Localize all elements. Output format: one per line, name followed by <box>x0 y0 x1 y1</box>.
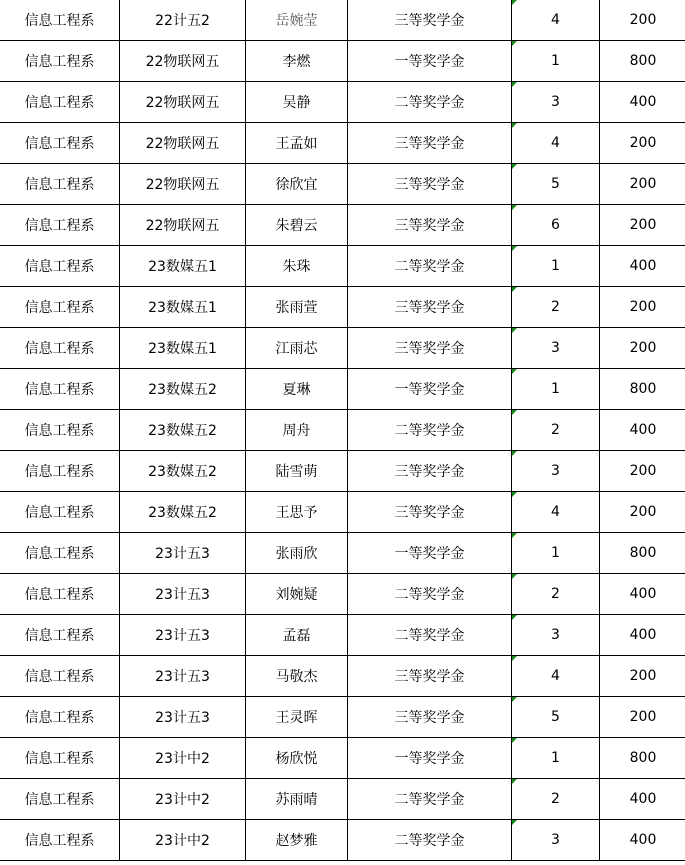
rank-value: 2 <box>551 299 560 315</box>
class-cell[interactable]: 22物联网五 <box>120 123 246 164</box>
class-cell[interactable]: 23计五3 <box>120 615 246 656</box>
rank-value: 4 <box>551 668 560 684</box>
award-cell[interactable]: 三等奖学金 <box>348 287 512 328</box>
rank-cell[interactable] <box>512 369 600 410</box>
number-as-text-marker-icon <box>512 41 517 46</box>
dept-cell[interactable]: 信息工程系 <box>0 41 120 82</box>
dept-cell[interactable]: 信息工程系 <box>0 287 120 328</box>
table-row <box>0 123 685 164</box>
name-cell[interactable]: 孟磊 <box>246 615 348 656</box>
name-cell[interactable]: 陆雪萌 <box>246 451 348 492</box>
number-as-text-marker-icon <box>512 205 517 210</box>
class-cell[interactable]: 23数媒五1 <box>120 246 246 287</box>
award-cell[interactable]: 二等奖学金 <box>348 410 512 451</box>
rank-value: 4 <box>551 12 560 28</box>
amount-cell[interactable]: 200 <box>600 0 685 41</box>
class-cell[interactable]: 22物联网五 <box>120 205 246 246</box>
dept-cell[interactable]: 信息工程系 <box>0 82 120 123</box>
number-as-text-marker-icon <box>512 123 517 128</box>
rank-value: 3 <box>551 832 560 848</box>
dept-cell[interactable]: 信息工程系 <box>0 328 120 369</box>
award-cell[interactable]: 三等奖学金 <box>348 205 512 246</box>
table-row <box>0 164 685 205</box>
class-cell[interactable]: 22物联网五 <box>120 82 246 123</box>
award-cell[interactable]: 三等奖学金 <box>348 697 512 738</box>
number-as-text-marker-icon <box>512 574 517 579</box>
dept-cell[interactable]: 信息工程系 <box>0 656 120 697</box>
amount-cell[interactable]: 200 <box>600 656 685 697</box>
rank-cell[interactable] <box>512 533 600 574</box>
dept-cell[interactable]: 信息工程系 <box>0 451 120 492</box>
table-row <box>0 492 685 533</box>
rank-cell[interactable] <box>512 246 600 287</box>
award-cell[interactable]: 三等奖学金 <box>348 451 512 492</box>
amount-cell[interactable]: 200 <box>600 287 685 328</box>
name-cell[interactable]: 张雨萱 <box>246 287 348 328</box>
rank-value: 3 <box>551 627 560 643</box>
rank-value: 1 <box>551 53 560 69</box>
dept-cell[interactable]: 信息工程系 <box>0 697 120 738</box>
amount-cell[interactable]: 400 <box>600 615 685 656</box>
rank-value: 5 <box>551 709 560 725</box>
rank-cell[interactable] <box>512 779 600 820</box>
rank-value: 3 <box>551 340 560 356</box>
award-cell[interactable]: 二等奖学金 <box>348 779 512 820</box>
table-row <box>0 41 685 82</box>
dept-cell[interactable]: 信息工程系 <box>0 779 120 820</box>
number-as-text-marker-icon <box>512 328 517 333</box>
dept-cell[interactable]: 信息工程系 <box>0 123 120 164</box>
table-row <box>0 0 685 41</box>
name-cell[interactable]: 王孟如 <box>246 123 348 164</box>
dept-cell[interactable]: 信息工程系 <box>0 164 120 205</box>
number-as-text-marker-icon <box>512 779 517 784</box>
award-cell[interactable]: 二等奖学金 <box>348 82 512 123</box>
number-as-text-marker-icon <box>512 615 517 620</box>
name-cell[interactable]: 朱珠 <box>246 246 348 287</box>
name-cell[interactable]: 江雨芯 <box>246 328 348 369</box>
dept-cell[interactable]: 信息工程系 <box>0 369 120 410</box>
number-as-text-marker-icon <box>512 369 517 374</box>
rank-value: 1 <box>551 381 560 397</box>
award-cell[interactable]: 三等奖学金 <box>348 123 512 164</box>
table-row <box>0 615 685 656</box>
rank-value: 5 <box>551 176 560 192</box>
rank-cell[interactable] <box>512 205 600 246</box>
amount-cell[interactable]: 400 <box>600 779 685 820</box>
name-cell[interactable]: 刘婉疑 <box>246 574 348 615</box>
amount-cell[interactable]: 200 <box>600 697 685 738</box>
amount-cell[interactable]: 800 <box>600 369 685 410</box>
award-cell[interactable]: 一等奖学金 <box>348 369 512 410</box>
number-as-text-marker-icon <box>512 697 517 702</box>
award-cell[interactable]: 二等奖学金 <box>348 246 512 287</box>
class-cell[interactable]: 23数媒五2 <box>120 451 246 492</box>
name-cell[interactable]: 杨欣悦 <box>246 738 348 779</box>
award-cell[interactable]: 一等奖学金 <box>348 41 512 82</box>
rank-value: 1 <box>551 750 560 766</box>
name-cell[interactable]: 李燃 <box>246 41 348 82</box>
name-cell[interactable]: 张雨欣 <box>246 533 348 574</box>
table-row <box>0 738 685 779</box>
dept-cell[interactable]: 信息工程系 <box>0 492 120 533</box>
table-row <box>0 410 685 451</box>
table-row <box>0 328 685 369</box>
rank-cell[interactable] <box>512 0 600 41</box>
rank-cell[interactable] <box>512 656 600 697</box>
name-cell[interactable]: 夏琳 <box>246 369 348 410</box>
name-cell[interactable]: 赵梦雅 <box>246 820 348 861</box>
rank-cell[interactable] <box>512 82 600 123</box>
rank-cell[interactable] <box>512 328 600 369</box>
rank-cell[interactable] <box>512 738 600 779</box>
dept-cell[interactable]: 信息工程系 <box>0 246 120 287</box>
rank-value: 1 <box>551 258 560 274</box>
name-cell[interactable]: 朱碧云 <box>246 205 348 246</box>
rank-cell[interactable] <box>512 697 600 738</box>
dept-cell[interactable]: 信息工程系 <box>0 738 120 779</box>
rank-value: 1 <box>551 545 560 561</box>
class-cell[interactable]: 23数媒五2 <box>120 492 246 533</box>
rank-cell[interactable] <box>512 492 600 533</box>
number-as-text-marker-icon <box>512 533 517 538</box>
rank-cell[interactable] <box>512 615 600 656</box>
name-cell[interactable]: 王灵晖 <box>246 697 348 738</box>
dept-cell[interactable]: 信息工程系 <box>0 615 120 656</box>
table-row <box>0 656 685 697</box>
award-cell[interactable]: 一等奖学金 <box>348 738 512 779</box>
number-as-text-marker-icon <box>512 246 517 251</box>
award-cell[interactable]: 三等奖学金 <box>348 656 512 697</box>
number-as-text-marker-icon <box>512 82 517 87</box>
rank-cell[interactable] <box>512 123 600 164</box>
number-as-text-marker-icon <box>512 0 517 5</box>
rank-cell[interactable] <box>512 287 600 328</box>
rank-value: 3 <box>551 94 560 110</box>
award-cell[interactable]: 三等奖学金 <box>348 0 512 41</box>
number-as-text-marker-icon <box>512 656 517 661</box>
class-cell[interactable]: 22计五2 <box>120 0 246 41</box>
class-cell[interactable]: 23数媒五1 <box>120 328 246 369</box>
table-row <box>0 574 685 615</box>
rank-cell[interactable] <box>512 41 600 82</box>
amount-cell[interactable]: 400 <box>600 574 685 615</box>
number-as-text-marker-icon <box>512 451 517 456</box>
rank-value: 2 <box>551 586 560 602</box>
amount-cell[interactable]: 400 <box>600 820 685 861</box>
number-as-text-marker-icon <box>512 738 517 743</box>
dept-cell[interactable]: 信息工程系 <box>0 574 120 615</box>
amount-cell[interactable]: 200 <box>600 164 685 205</box>
table-row <box>0 369 685 410</box>
dept-cell[interactable]: 信息工程系 <box>0 0 120 41</box>
table-row <box>0 246 685 287</box>
rank-value: 6 <box>551 217 560 233</box>
class-cell[interactable]: 22物联网五 <box>120 41 246 82</box>
dept-cell[interactable]: 信息工程系 <box>0 533 120 574</box>
class-cell[interactable]: 23计中2 <box>120 738 246 779</box>
award-cell[interactable]: 二等奖学金 <box>348 820 512 861</box>
name-cell[interactable]: 徐欣宜 <box>246 164 348 205</box>
award-cell[interactable]: 三等奖学金 <box>348 492 512 533</box>
table-row <box>0 451 685 492</box>
class-cell[interactable]: 23计五3 <box>120 697 246 738</box>
award-cell[interactable]: 三等奖学金 <box>348 164 512 205</box>
class-cell[interactable]: 23计五3 <box>120 574 246 615</box>
name-cell[interactable]: 苏雨晴 <box>246 779 348 820</box>
name-cell[interactable]: 吴静 <box>246 82 348 123</box>
class-cell[interactable]: 23计中2 <box>120 779 246 820</box>
dept-cell[interactable]: 信息工程系 <box>0 410 120 451</box>
dept-cell[interactable]: 信息工程系 <box>0 205 120 246</box>
amount-cell[interactable]: 400 <box>600 246 685 287</box>
table-row <box>0 287 685 328</box>
amount-cell[interactable]: 200 <box>600 328 685 369</box>
name-cell[interactable]: 王思予 <box>246 492 348 533</box>
amount-cell[interactable]: 800 <box>600 41 685 82</box>
amount-cell[interactable]: 400 <box>600 82 685 123</box>
award-cell[interactable]: 二等奖学金 <box>348 574 512 615</box>
class-cell[interactable]: 23计中2 <box>120 820 246 861</box>
number-as-text-marker-icon <box>512 287 517 292</box>
rank-cell[interactable] <box>512 451 600 492</box>
amount-cell[interactable]: 200 <box>600 123 685 164</box>
rank-cell[interactable] <box>512 164 600 205</box>
amount-cell[interactable]: 200 <box>600 492 685 533</box>
table-row <box>0 779 685 820</box>
amount-cell[interactable]: 400 <box>600 410 685 451</box>
class-cell[interactable]: 23数媒五2 <box>120 410 246 451</box>
class-cell[interactable]: 23数媒五1 <box>120 287 246 328</box>
name-cell[interactable]: 岳婉莹 <box>246 0 348 41</box>
name-cell[interactable]: 马敬杰 <box>246 656 348 697</box>
number-as-text-marker-icon <box>512 492 517 497</box>
award-cell[interactable]: 三等奖学金 <box>348 328 512 369</box>
table-row <box>0 205 685 246</box>
amount-cell[interactable]: 200 <box>600 451 685 492</box>
amount-cell[interactable]: 800 <box>600 738 685 779</box>
class-cell[interactable]: 22物联网五 <box>120 164 246 205</box>
number-as-text-marker-icon <box>512 410 517 415</box>
rank-cell[interactable] <box>512 820 600 861</box>
class-cell[interactable]: 23计五3 <box>120 656 246 697</box>
dept-cell[interactable]: 信息工程系 <box>0 820 120 861</box>
name-cell[interactable]: 周舟 <box>246 410 348 451</box>
rank-value: 3 <box>551 463 560 479</box>
class-cell[interactable]: 23计五3 <box>120 533 246 574</box>
table-row <box>0 697 685 738</box>
rank-value: 4 <box>551 135 560 151</box>
number-as-text-marker-icon <box>512 164 517 169</box>
table-row <box>0 533 685 574</box>
amount-cell[interactable]: 200 <box>600 205 685 246</box>
rank-value: 4 <box>551 504 560 520</box>
rank-value: 2 <box>551 422 560 438</box>
rank-value: 2 <box>551 791 560 807</box>
award-cell[interactable]: 一等奖学金 <box>348 533 512 574</box>
rank-cell[interactable] <box>512 574 600 615</box>
table-row <box>0 820 685 861</box>
class-cell[interactable]: 23数媒五2 <box>120 369 246 410</box>
rank-cell[interactable] <box>512 410 600 451</box>
number-as-text-marker-icon <box>512 820 517 825</box>
amount-cell[interactable]: 800 <box>600 533 685 574</box>
award-cell[interactable]: 二等奖学金 <box>348 615 512 656</box>
table-row <box>0 82 685 123</box>
